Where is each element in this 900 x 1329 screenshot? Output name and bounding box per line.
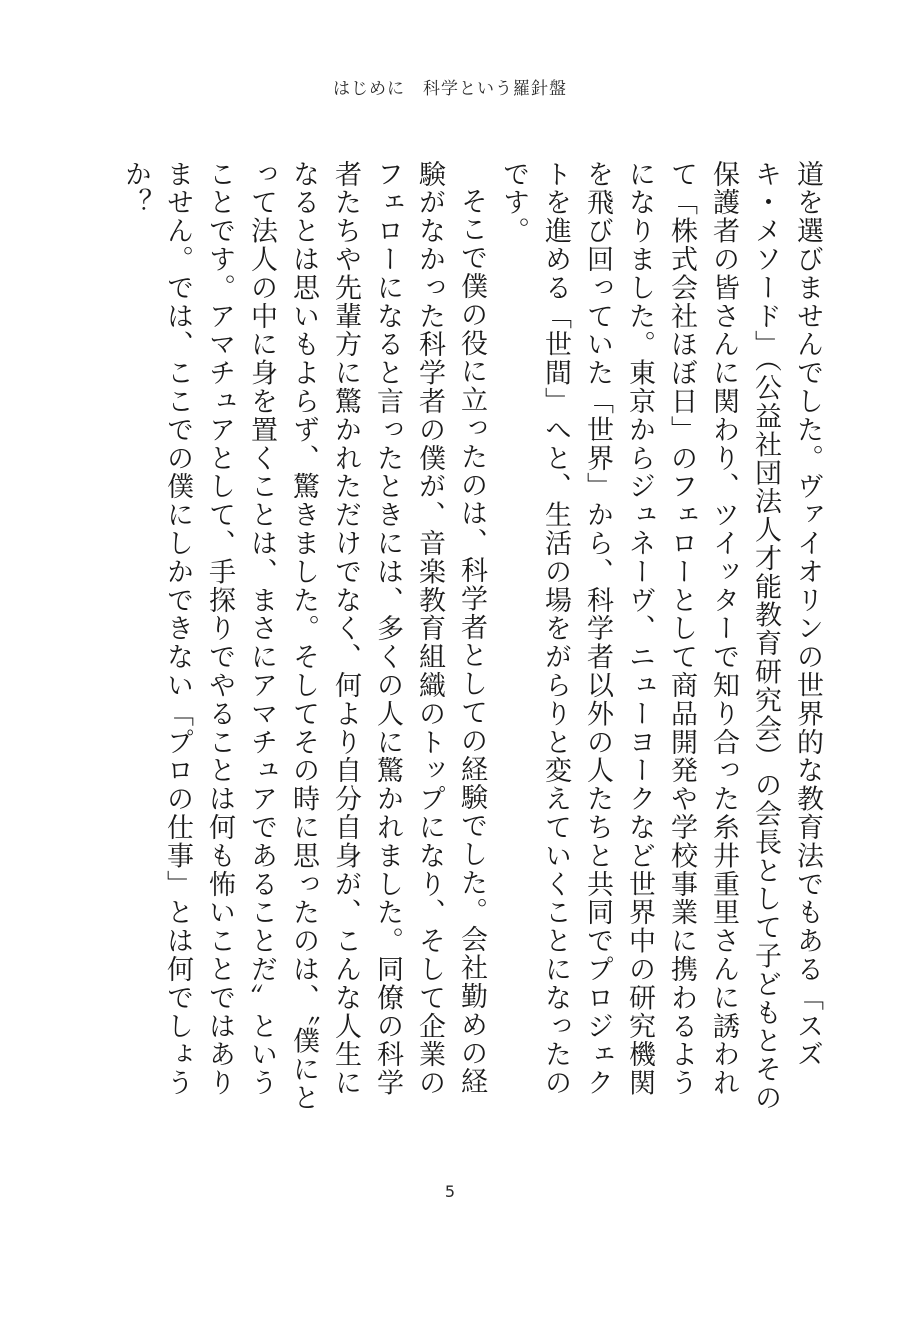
- paragraph-1: 道を選びませんでした。ヴァイオリンの世界的な教育法でもある「スズキ・メソード」（公益社団法人才能教育研究会）の会長として子どもとその保護者の皆さんに関わり、ツイッターで知り合った糸井重里さんに誘われて「株式会社ほぼ日」のフェローとして商品開発や学校事業に携わるようになりました。東京からジュネーヴ、ニューヨークなど世界中の研究機関を飛び回っていた「世界」から、科学者以外の人たちと共同でプロジェクトを進める「世間」へと、生活の場をがらりと変えていくことになったのです。: [498, 160, 823, 1113]
- running-head: はじめに 科学という羅針盤: [333, 79, 567, 99]
- paragraph-2: そこで僕の役に立ったのは、科学者としての経験でした。会社勤めの経験がなかった科学者の僕が、音楽教育組織のトップになり、そして企業のフェローになると言ったときには、多くの人に驚かれました。同僚の科学者たちや先輩方に驚かれただけでなく、何より自分自身が、こんな人生になるとは思いもよらず、驚きました。そしてその時に思ったのは、〝僕にとって法人の中に身を置くことは、まさにアマチュアであることだ〟ということです。アマチュアとして、手探りでやることは何も怖いことではありません。では、ここでの僕にしかできない「プロの仕事」とは何でしょうか？: [120, 160, 487, 1113]
- body-text: [120, 160, 828, 1120]
- page-number: 5: [444, 1182, 456, 1201]
